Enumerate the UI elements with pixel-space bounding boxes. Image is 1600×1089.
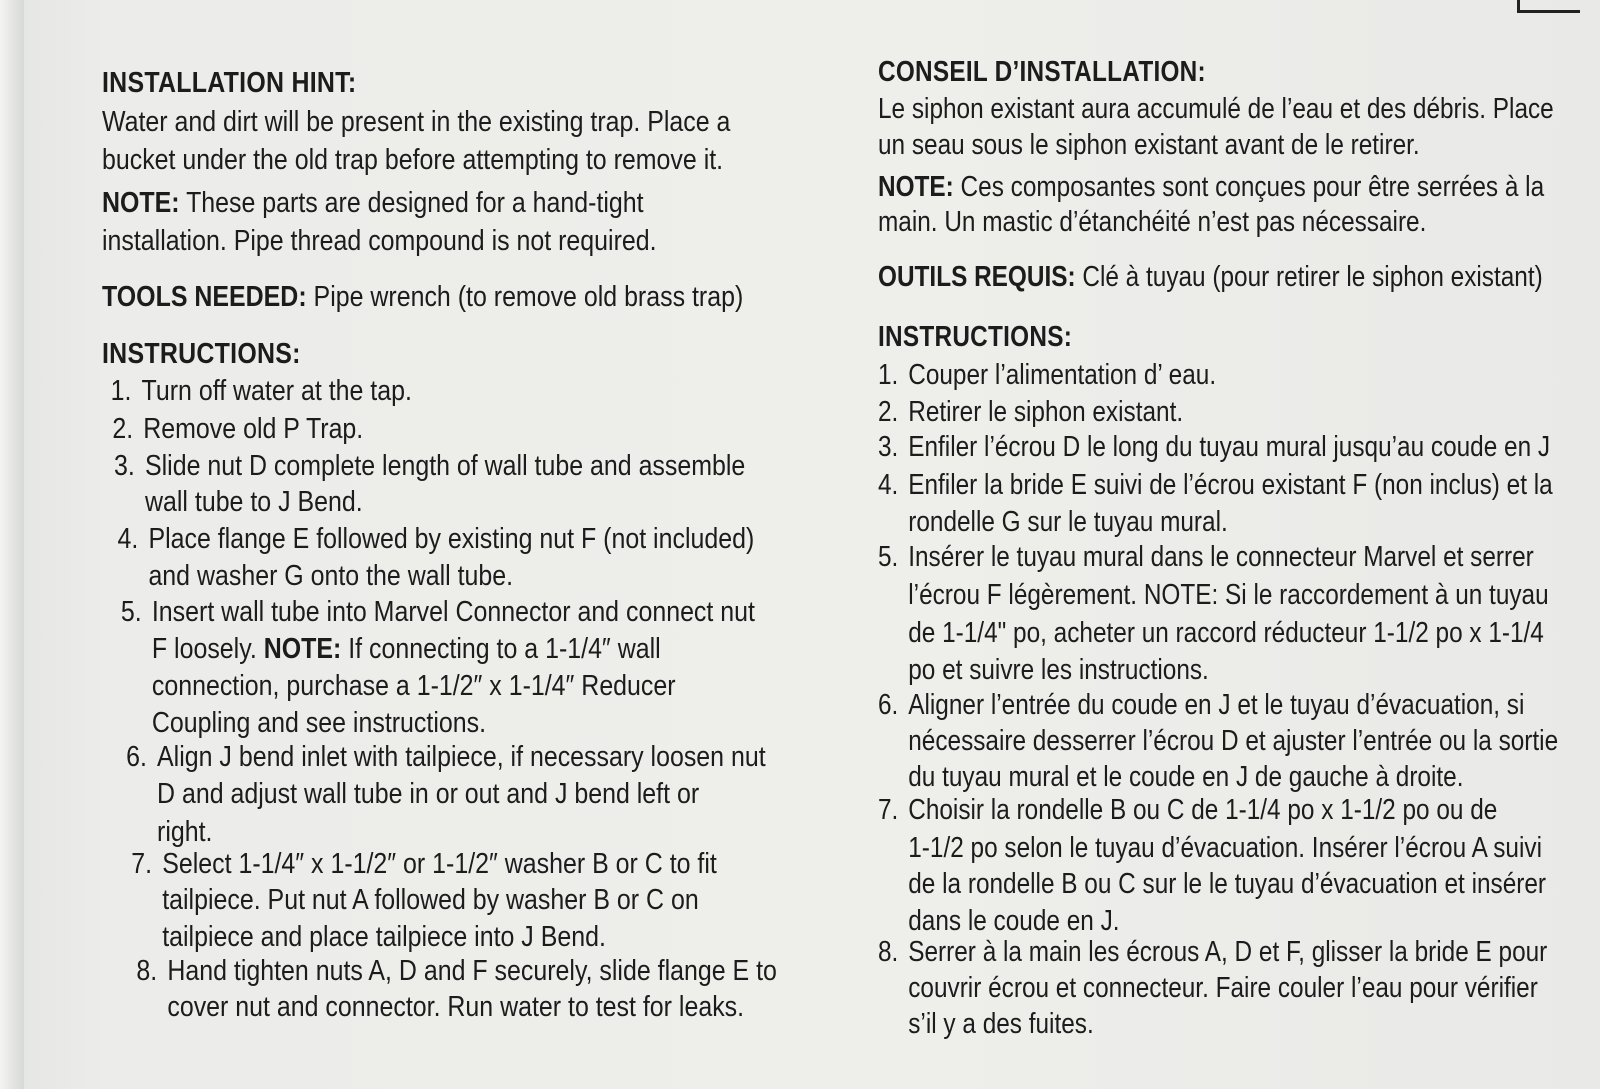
step-text: s’il y a des fuites. <box>908 1008 1094 1040</box>
step-text <box>152 630 661 668</box>
step-number: 1. <box>110 375 132 407</box>
note-label: NOTE: <box>263 633 342 665</box>
step-text: po et suivre les instructions. <box>908 654 1209 686</box>
step-number: 3. <box>114 450 135 482</box>
step-text: connection, purchase a 1-1/2″ x 1-1/4″ Reducer <box>151 670 676 702</box>
tools-text: Pipe wrench (to remove old brass trap) <box>306 281 744 313</box>
tools-text: Clé à tuyau (pour retirer le siphon existant) <box>1075 261 1543 293</box>
note-line <box>102 184 644 222</box>
step-text: dans le coude en J. <box>908 905 1120 937</box>
step-text: and washer G onto the wall tube. <box>148 560 514 592</box>
note-line: installation. Pipe thread compound is not required. <box>102 225 657 257</box>
step-number: 1. <box>878 359 899 391</box>
step-text: D and adjust wall tube in or out and J bend left or <box>157 778 700 810</box>
step-number: 6. <box>878 689 899 721</box>
step-text: l’écrou F légèrement. NOTE: Si le raccordement à un tuyau <box>908 579 1549 611</box>
step-text: de 1-1/4" po, acheter un raccord réducteur 1-1/2 po x 1-1/4 <box>908 617 1544 649</box>
step-text: tailpiece and place tailpiece into J Bend. <box>162 921 606 953</box>
step-text: nécessaire desserrer l’écrou D et ajuster l’entrée ou la sortie <box>908 725 1559 757</box>
step-text: cover nut and connector. Run water to test for leaks. <box>167 991 745 1023</box>
conseil-heading: CONSEIL D’INSTALLATION: <box>878 56 1206 88</box>
hint-line: un seau sous le siphon existant avant de le retirer. <box>878 129 1420 161</box>
step-text: Hand tighten nuts A, D and F securely, slide flange E to <box>167 955 777 987</box>
step-text: Coupling and see instructions. <box>151 707 487 739</box>
note-line: main. Un mastic d’étanchéité n’est pas nécessaire. <box>878 206 1427 238</box>
corner-mark <box>1517 0 1580 13</box>
note-label: NOTE: <box>878 171 954 203</box>
step-number: 8. <box>878 936 899 968</box>
step-text: Enfiler l’écrou D le long du tuyau mural jusqu’au coude en J <box>908 431 1551 463</box>
step-number: 7. <box>878 794 899 826</box>
step-text: Aligner l’entrée du coude en J et le tuyau d’évacuation, si <box>908 689 1525 721</box>
step-text: Couper l’alimentation d’ eau. <box>908 359 1217 391</box>
step-text: wall tube to J Bend. <box>145 486 363 518</box>
step-text: de la rondelle B ou C sur le le tuyau d’évacuation et insérer <box>908 868 1547 900</box>
step-text-part: If connecting to a 1-1/4″ wall <box>341 633 661 665</box>
step-number: 5. <box>120 596 142 628</box>
step-text: 1-1/2 po selon le tuyau d’évacuation. Insérer l’écrou A suivi <box>908 832 1542 864</box>
step-text: Select 1-1/4″ x 1-1/2″ or 1-1/2″ washer B or C to fit <box>162 848 717 880</box>
step-text: du tuyau mural et le coude en J de gauche à droite. <box>908 761 1464 793</box>
installation-hint-heading: INSTALLATION HINT: <box>102 67 357 99</box>
step-text: rondelle G sur le tuyau mural. <box>908 506 1228 538</box>
tools-label: TOOLS NEEDED: <box>102 281 307 313</box>
instructions-heading: INSTRUCTIONS: <box>878 321 1073 353</box>
tools-label: OUTILS REQUIS: <box>878 261 1076 293</box>
step-text: tailpiece. Put nut A followed by washer B or C on <box>162 884 699 916</box>
step-number: 7. <box>131 848 153 880</box>
step-text: Slide nut D complete length of wall tube and assemble <box>145 450 746 482</box>
step-text: Insérer le tuyau mural dans le connecteur Marvel et serrer <box>908 541 1534 573</box>
step-text: Remove old P Trap. <box>143 413 364 445</box>
step-number: 5. <box>878 541 899 573</box>
step-text-part: F loosely. <box>151 633 264 665</box>
tools-line <box>878 258 1543 296</box>
step-text: couvrir écrou et connecteur. Faire couler l’eau pour vérifier <box>908 972 1538 1004</box>
step-text: Serrer à la main les écrous A, D et F, glisser la bride E pour <box>908 936 1548 968</box>
step-text: Choisir la rondelle B ou C de 1-1/4 po x 1-1/2 po ou de <box>908 794 1498 826</box>
note-label: NOTE: <box>102 187 180 219</box>
hint-line: bucket under the old trap before attempting to remove it. <box>102 144 724 176</box>
step-text: Retirer le siphon existant. <box>908 396 1184 428</box>
instructions-heading: INSTRUCTIONS: <box>102 338 301 370</box>
note-text: Ces composantes sont conçues pour être serrées à la <box>953 171 1545 203</box>
step-number: 8. <box>136 955 158 987</box>
note-line <box>878 168 1544 206</box>
step-text: right. <box>157 816 213 848</box>
step-text: Place flange E followed by existing nut F (not included) <box>148 523 755 555</box>
step-number: 2. <box>112 413 134 445</box>
step-number: 3. <box>878 431 899 463</box>
step-text: Enfiler la bride E suivi de l’écrou existant F (non inclus) et la <box>908 469 1553 501</box>
tools-line <box>102 278 743 316</box>
step-text: Align J bend inlet with tailpiece, if necessary loosen nut <box>157 741 766 773</box>
step-number: 4. <box>117 523 139 555</box>
step-number: 4. <box>878 469 899 501</box>
step-text: Insert wall tube into Marvel Connector and connect nut <box>151 596 755 628</box>
step-number: 2. <box>878 396 899 428</box>
hint-line: Le siphon existant aura accumulé de l’eau et des débris. Place <box>878 93 1554 125</box>
page-edge <box>0 0 24 1089</box>
note-text: These parts are designed for a hand-tight <box>179 187 644 219</box>
step-text: Turn off water at the tap. <box>141 375 412 407</box>
hint-line: Water and dirt will be present in the existing trap. Place a <box>102 106 731 138</box>
step-number: 6. <box>126 741 147 773</box>
